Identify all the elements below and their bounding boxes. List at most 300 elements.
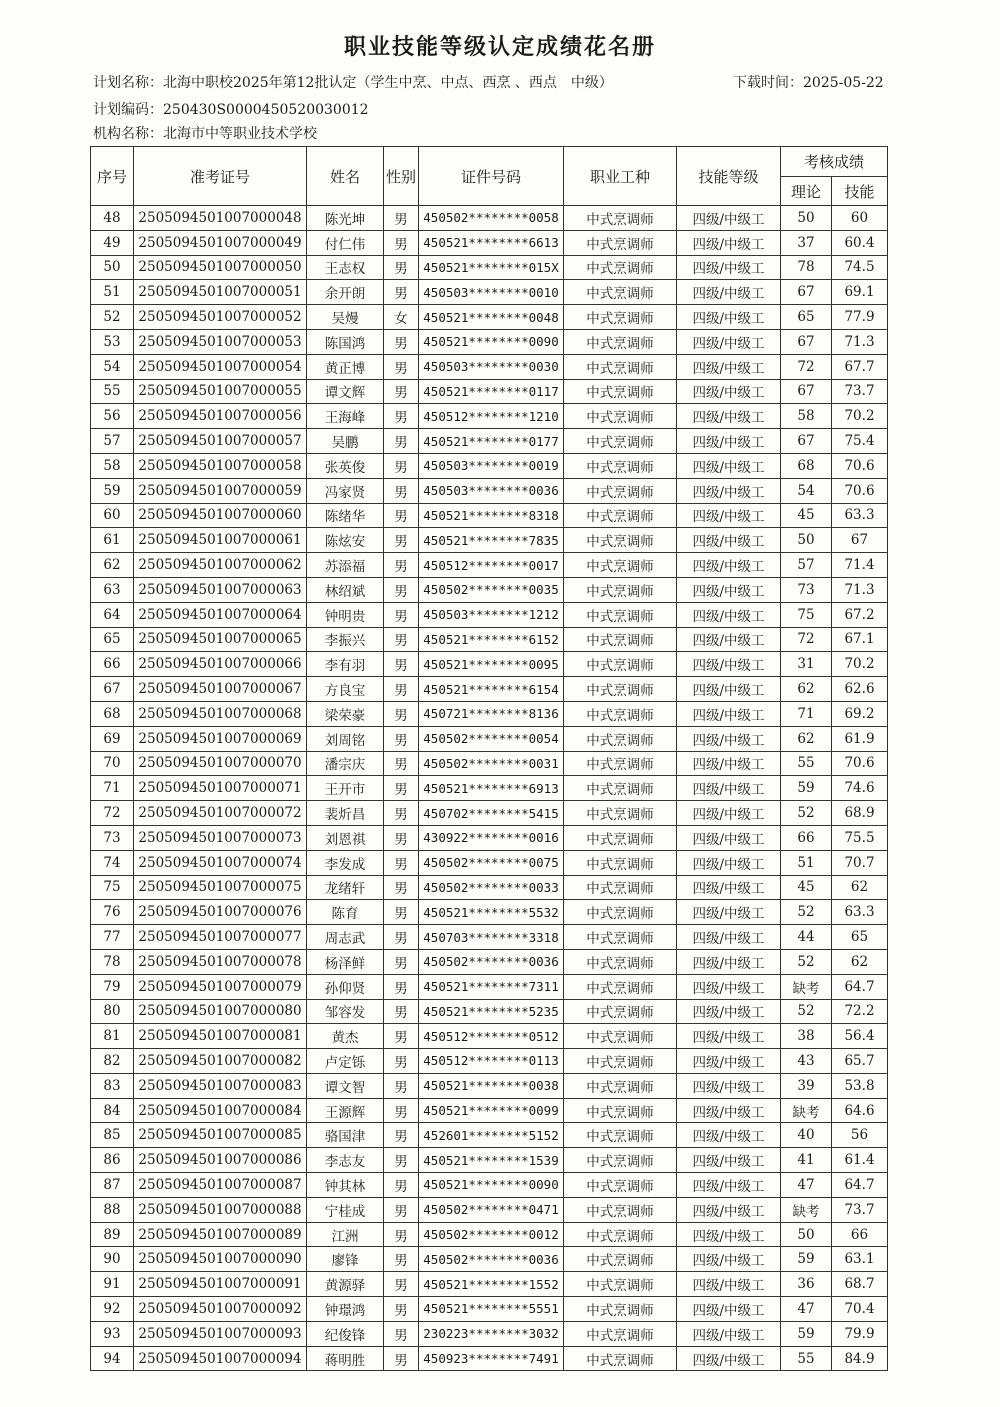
cell-theory-score: 52 <box>781 949 832 974</box>
cell-exam-no: 2505094501007000087 <box>134 1173 307 1198</box>
cell-level: 四级/中级工 <box>677 850 781 875</box>
cell-id-no: 450703********3318 <box>419 925 564 950</box>
cell-seq: 68 <box>91 701 134 726</box>
cell-level: 四级/中级工 <box>677 305 781 330</box>
cell-seq: 86 <box>91 1148 134 1173</box>
cell-theory-score: 72 <box>781 627 832 652</box>
cell-skill-score: 62 <box>832 949 888 974</box>
cell-theory-score: 62 <box>781 726 832 751</box>
cell-id-no: 450521********0117 <box>419 379 564 404</box>
cell-occupation: 中式烹调师 <box>564 776 677 801</box>
cell-name: 方良宝 <box>307 677 384 702</box>
cell-exam-no: 2505094501007000086 <box>134 1148 307 1173</box>
cell-skill-score: 64.7 <box>832 974 888 999</box>
cell-theory-score: 71 <box>781 701 832 726</box>
cell-theory-score: 52 <box>781 900 832 925</box>
cell-theory-score: 59 <box>781 1321 832 1346</box>
cell-occupation: 中式烹调师 <box>564 602 677 627</box>
cell-id-no: 450702********5415 <box>419 801 564 826</box>
cell-exam-no: 2505094501007000076 <box>134 900 307 925</box>
table-row <box>91 553 888 578</box>
cell-exam-no: 2505094501007000073 <box>134 825 307 850</box>
cell-occupation: 中式烹调师 <box>564 949 677 974</box>
cell-seq: 88 <box>91 1197 134 1222</box>
cell-theory-score: 73 <box>781 577 832 602</box>
cell-id-no: 450503********0036 <box>419 478 564 503</box>
cell-theory-score: 47 <box>781 1173 832 1198</box>
cell-level: 四级/中级工 <box>677 825 781 850</box>
cell-seq: 92 <box>91 1297 134 1322</box>
cell-skill-score: 70.6 <box>832 478 888 503</box>
cell-theory-score: 67 <box>781 329 832 354</box>
table-row <box>91 1222 888 1247</box>
cell-name: 黄正博 <box>307 354 384 379</box>
cell-skill-score: 66 <box>832 1222 888 1247</box>
cell-seq: 76 <box>91 900 134 925</box>
cell-exam-no: 2505094501007000057 <box>134 429 307 454</box>
org-name-line <box>93 123 317 143</box>
cell-level: 四级/中级工 <box>677 553 781 578</box>
cell-seq: 87 <box>91 1173 134 1198</box>
cell-skill-score: 70.7 <box>832 850 888 875</box>
cell-id-no: 450521********1539 <box>419 1148 564 1173</box>
cell-name: 纪俊锋 <box>307 1321 384 1346</box>
cell-theory-score: 50 <box>781 1222 832 1247</box>
cell-occupation: 中式烹调师 <box>564 1073 677 1098</box>
cell-gender: 男 <box>384 1123 419 1148</box>
cell-gender: 男 <box>384 1173 419 1198</box>
header-seq: 序号 <box>91 147 134 206</box>
download-time-label: 下载时间： <box>733 75 803 91</box>
plan-name-label: 计划名称： <box>93 75 163 91</box>
cell-skill-score: 60.4 <box>832 230 888 255</box>
cell-level: 四级/中级工 <box>677 1049 781 1074</box>
cell-exam-no: 2505094501007000059 <box>134 478 307 503</box>
cell-occupation: 中式烹调师 <box>564 1173 677 1198</box>
cell-seq: 93 <box>91 1321 134 1346</box>
cell-gender: 男 <box>384 553 419 578</box>
cell-name: 陈国鸿 <box>307 329 384 354</box>
cell-id-no: 450521********0177 <box>419 429 564 454</box>
table-row <box>91 1049 888 1074</box>
table-row <box>91 875 888 900</box>
cell-seq: 73 <box>91 825 134 850</box>
cell-level: 四级/中级工 <box>677 627 781 652</box>
cell-skill-score: 70.2 <box>832 404 888 429</box>
cell-occupation: 中式烹调师 <box>564 379 677 404</box>
cell-skill-score: 60 <box>832 206 888 231</box>
table-row <box>91 528 888 553</box>
cell-name: 钟明贵 <box>307 602 384 627</box>
cell-seq: 90 <box>91 1247 134 1272</box>
cell-skill-score: 67.7 <box>832 354 888 379</box>
table-row <box>91 825 888 850</box>
table-row <box>91 255 888 280</box>
cell-level: 四级/中级工 <box>677 677 781 702</box>
cell-skill-score: 63.3 <box>832 900 888 925</box>
cell-theory-score: 59 <box>781 1247 832 1272</box>
cell-level: 四级/中级工 <box>677 1098 781 1123</box>
cell-level: 四级/中级工 <box>677 1272 781 1297</box>
cell-seq: 50 <box>91 255 134 280</box>
cell-id-no: 450512********0113 <box>419 1049 564 1074</box>
cell-occupation: 中式烹调师 <box>564 206 677 231</box>
cell-name: 梁荣豪 <box>307 701 384 726</box>
cell-skill-score: 70.2 <box>832 652 888 677</box>
cell-seq: 77 <box>91 925 134 950</box>
cell-seq: 74 <box>91 850 134 875</box>
cell-exam-no: 2505094501007000056 <box>134 404 307 429</box>
cell-name: 黄源驿 <box>307 1272 384 1297</box>
cell-name: 陈育 <box>307 900 384 925</box>
cell-theory-score: 40 <box>781 1123 832 1148</box>
table-row <box>91 1272 888 1297</box>
table-row <box>91 354 888 379</box>
download-time-line <box>733 72 884 92</box>
cell-theory-score: 45 <box>781 875 832 900</box>
cell-skill-score: 79.9 <box>832 1321 888 1346</box>
cell-id-no: 450521********6154 <box>419 677 564 702</box>
cell-gender: 男 <box>384 1247 419 1272</box>
cell-theory-score: 57 <box>781 553 832 578</box>
cell-occupation: 中式烹调师 <box>564 875 677 900</box>
table-body <box>91 206 888 1371</box>
cell-theory-score: 65 <box>781 305 832 330</box>
table-row <box>91 478 888 503</box>
cell-theory-score: 缺考 <box>781 974 832 999</box>
cell-seq: 51 <box>91 280 134 305</box>
table-row <box>91 900 888 925</box>
cell-theory-score: 36 <box>781 1272 832 1297</box>
cell-exam-no: 2505094501007000078 <box>134 949 307 974</box>
cell-theory-score: 68 <box>781 453 832 478</box>
cell-gender: 男 <box>384 875 419 900</box>
cell-occupation: 中式烹调师 <box>564 329 677 354</box>
cell-seq: 65 <box>91 627 134 652</box>
table-row <box>91 1346 888 1371</box>
cell-occupation: 中式烹调师 <box>564 453 677 478</box>
cell-theory-score: 55 <box>781 751 832 776</box>
cell-level: 四级/中级工 <box>677 925 781 950</box>
cell-id-no: 450521********5551 <box>419 1297 564 1322</box>
cell-theory-score: 缺考 <box>781 1098 832 1123</box>
cell-skill-score: 64.7 <box>832 1173 888 1198</box>
cell-occupation: 中式烹调师 <box>564 974 677 999</box>
cell-seq: 72 <box>91 801 134 826</box>
table-row <box>91 925 888 950</box>
cell-id-no: 450512********0017 <box>419 553 564 578</box>
cell-exam-no: 2505094501007000048 <box>134 206 307 231</box>
table-row <box>91 206 888 231</box>
cell-skill-score: 62.6 <box>832 677 888 702</box>
cell-gender: 男 <box>384 1148 419 1173</box>
cell-theory-score: 55 <box>781 1346 832 1371</box>
cell-id-no: 450521********015X <box>419 255 564 280</box>
cell-exam-no: 2505094501007000065 <box>134 627 307 652</box>
cell-exam-no: 2505094501007000079 <box>134 974 307 999</box>
cell-name: 林绍斌 <box>307 577 384 602</box>
cell-seq: 55 <box>91 379 134 404</box>
cell-level: 四级/中级工 <box>677 280 781 305</box>
cell-name: 卢定铄 <box>307 1049 384 1074</box>
cell-gender: 男 <box>384 503 419 528</box>
cell-exam-no: 2505094501007000085 <box>134 1123 307 1148</box>
cell-id-no: 450521********0038 <box>419 1073 564 1098</box>
cell-id-no: 450503********0019 <box>419 453 564 478</box>
cell-gender: 男 <box>384 652 419 677</box>
cell-skill-score: 71.4 <box>832 553 888 578</box>
cell-name: 孙仰贤 <box>307 974 384 999</box>
cell-skill-score: 72.2 <box>832 999 888 1024</box>
cell-level: 四级/中级工 <box>677 602 781 627</box>
cell-theory-score: 44 <box>781 925 832 950</box>
cell-seq: 84 <box>91 1098 134 1123</box>
cell-level: 四级/中级工 <box>677 1197 781 1222</box>
cell-id-no: 450502********0075 <box>419 850 564 875</box>
table-row <box>91 1024 888 1049</box>
table-header <box>91 147 888 206</box>
cell-theory-score: 39 <box>781 1073 832 1098</box>
cell-gender: 男 <box>384 1073 419 1098</box>
table-row <box>91 379 888 404</box>
cell-exam-no: 2505094501007000053 <box>134 329 307 354</box>
table-row <box>91 627 888 652</box>
cell-theory-score: 59 <box>781 776 832 801</box>
cell-seq: 58 <box>91 453 134 478</box>
cell-exam-no: 2505094501007000082 <box>134 1049 307 1074</box>
cell-name: 龙绪轩 <box>307 875 384 900</box>
cell-name: 李有羽 <box>307 652 384 677</box>
cell-skill-score: 68.9 <box>832 801 888 826</box>
cell-id-no: 450502********0031 <box>419 751 564 776</box>
cell-occupation: 中式烹调师 <box>564 404 677 429</box>
cell-gender: 男 <box>384 925 419 950</box>
cell-gender: 男 <box>384 206 419 231</box>
cell-occupation: 中式烹调师 <box>564 751 677 776</box>
cell-level: 四级/中级工 <box>677 379 781 404</box>
cell-exam-no: 2505094501007000092 <box>134 1297 307 1322</box>
cell-gender: 男 <box>384 726 419 751</box>
cell-seq: 75 <box>91 875 134 900</box>
cell-seq: 94 <box>91 1346 134 1371</box>
table-row <box>91 404 888 429</box>
cell-id-no: 450502********0054 <box>419 726 564 751</box>
cell-gender: 男 <box>384 751 419 776</box>
plan-name-line <box>93 72 613 92</box>
document-title: 职业技能等级认定成绩花名册 <box>343 35 656 60</box>
cell-exam-no: 2505094501007000080 <box>134 999 307 1024</box>
header-score-group: 考核成绩 <box>781 147 888 177</box>
cell-name: 陈光坤 <box>307 206 384 231</box>
table-row <box>91 801 888 826</box>
cell-level: 四级/中级工 <box>677 1123 781 1148</box>
cell-id-no: 450503********1212 <box>419 602 564 627</box>
cell-exam-no: 2505094501007000067 <box>134 677 307 702</box>
cell-name: 冯家贤 <box>307 478 384 503</box>
header-skill: 技能 <box>832 177 888 206</box>
cell-id-no: 450521********0090 <box>419 1173 564 1198</box>
cell-name: 吴鹏 <box>307 429 384 454</box>
cell-theory-score: 51 <box>781 850 832 875</box>
cell-gender: 男 <box>384 1098 419 1123</box>
header-id-no: 证件号码 <box>419 147 564 206</box>
download-time-value: 2025-05-22 <box>803 75 884 91</box>
cell-seq: 62 <box>91 553 134 578</box>
cell-exam-no: 2505094501007000060 <box>134 503 307 528</box>
cell-gender: 男 <box>384 379 419 404</box>
cell-seq: 70 <box>91 751 134 776</box>
cell-occupation: 中式烹调师 <box>564 1346 677 1371</box>
cell-occupation: 中式烹调师 <box>564 1197 677 1222</box>
cell-id-no: 450502********0012 <box>419 1222 564 1247</box>
cell-id-no: 450502********0033 <box>419 875 564 900</box>
cell-level: 四级/中级工 <box>677 974 781 999</box>
cell-seq: 85 <box>91 1123 134 1148</box>
cell-gender: 男 <box>384 1197 419 1222</box>
cell-occupation: 中式烹调师 <box>564 478 677 503</box>
cell-gender: 男 <box>384 230 419 255</box>
cell-level: 四级/中级工 <box>677 1297 781 1322</box>
cell-gender: 男 <box>384 801 419 826</box>
cell-gender: 男 <box>384 404 419 429</box>
table-row <box>91 1197 888 1222</box>
table-row <box>91 577 888 602</box>
cell-exam-no: 2505094501007000090 <box>134 1247 307 1272</box>
cell-exam-no: 2505094501007000070 <box>134 751 307 776</box>
cell-occupation: 中式烹调师 <box>564 230 677 255</box>
cell-theory-score: 41 <box>781 1148 832 1173</box>
cell-occupation: 中式烹调师 <box>564 429 677 454</box>
cell-occupation: 中式烹调师 <box>564 255 677 280</box>
cell-skill-score: 63.1 <box>832 1247 888 1272</box>
cell-id-no: 450521********1552 <box>419 1272 564 1297</box>
cell-gender: 男 <box>384 1024 419 1049</box>
cell-seq: 82 <box>91 1049 134 1074</box>
table-row <box>91 751 888 776</box>
cell-occupation: 中式烹调师 <box>564 1024 677 1049</box>
table-row <box>91 453 888 478</box>
cell-exam-no: 2505094501007000071 <box>134 776 307 801</box>
cell-id-no: 450521********0048 <box>419 305 564 330</box>
cell-id-no: 450521********5532 <box>419 900 564 925</box>
cell-exam-no: 2505094501007000051 <box>134 280 307 305</box>
cell-theory-score: 58 <box>781 404 832 429</box>
cell-gender: 男 <box>384 701 419 726</box>
cell-occupation: 中式烹调师 <box>564 503 677 528</box>
header-occupation: 职业工种 <box>564 147 677 206</box>
cell-exam-no: 2505094501007000068 <box>134 701 307 726</box>
cell-seq: 71 <box>91 776 134 801</box>
cell-occupation: 中式烹调师 <box>564 801 677 826</box>
cell-skill-score: 61.4 <box>832 1148 888 1173</box>
cell-skill-score: 71.3 <box>832 329 888 354</box>
table-row <box>91 677 888 702</box>
cell-gender: 男 <box>384 974 419 999</box>
cell-id-no: 450512********1210 <box>419 404 564 429</box>
cell-gender: 男 <box>384 627 419 652</box>
header-name: 姓名 <box>307 147 384 206</box>
cell-seq: 66 <box>91 652 134 677</box>
cell-skill-score: 75.4 <box>832 429 888 454</box>
cell-exam-no: 2505094501007000055 <box>134 379 307 404</box>
cell-theory-score: 47 <box>781 1297 832 1322</box>
table-row <box>91 602 888 627</box>
cell-name: 钟璟鸿 <box>307 1297 384 1322</box>
table-row <box>91 329 888 354</box>
cell-seq: 81 <box>91 1024 134 1049</box>
cell-occupation: 中式烹调师 <box>564 999 677 1024</box>
cell-exam-no: 2505094501007000091 <box>134 1272 307 1297</box>
cell-level: 四级/中级工 <box>677 1148 781 1173</box>
cell-id-no: 450502********0036 <box>419 949 564 974</box>
cell-id-no: 450521********0099 <box>419 1098 564 1123</box>
cell-level: 四级/中级工 <box>677 900 781 925</box>
cell-name: 刘恩祺 <box>307 825 384 850</box>
cell-name: 王开市 <box>307 776 384 801</box>
cell-seq: 52 <box>91 305 134 330</box>
cell-occupation: 中式烹调师 <box>564 1123 677 1148</box>
cell-level: 四级/中级工 <box>677 949 781 974</box>
cell-id-no: 450521********0090 <box>419 329 564 354</box>
cell-id-no: 450503********0030 <box>419 354 564 379</box>
cell-occupation: 中式烹调师 <box>564 850 677 875</box>
table-row <box>91 1123 888 1148</box>
cell-id-no: 430922********0016 <box>419 825 564 850</box>
cell-id-no: 450502********0036 <box>419 1247 564 1272</box>
cell-name: 张英俊 <box>307 453 384 478</box>
plan-name-value: 北海中职校2025年第12批认定（学生中烹、中点、西烹 、西点 中级） <box>163 75 613 91</box>
cell-level: 四级/中级工 <box>677 230 781 255</box>
cell-name: 黄杰 <box>307 1024 384 1049</box>
cell-theory-score: 67 <box>781 379 832 404</box>
cell-skill-score: 53.8 <box>832 1073 888 1098</box>
table-row <box>91 974 888 999</box>
table-row <box>91 503 888 528</box>
cell-id-no: 450502********0471 <box>419 1197 564 1222</box>
cell-exam-no: 2505094501007000050 <box>134 255 307 280</box>
cell-occupation: 中式烹调师 <box>564 726 677 751</box>
cell-skill-score: 77.9 <box>832 305 888 330</box>
cell-name: 谭文辉 <box>307 379 384 404</box>
cell-occupation: 中式烹调师 <box>564 1272 677 1297</box>
cell-id-no: 450521********7311 <box>419 974 564 999</box>
cell-theory-score: 67 <box>781 429 832 454</box>
cell-name: 苏添福 <box>307 553 384 578</box>
cell-name: 廖锋 <box>307 1247 384 1272</box>
table-row <box>91 1148 888 1173</box>
cell-level: 四级/中级工 <box>677 1222 781 1247</box>
cell-theory-score: 37 <box>781 230 832 255</box>
cell-occupation: 中式烹调师 <box>564 1049 677 1074</box>
cell-skill-score: 75.5 <box>832 825 888 850</box>
cell-occupation: 中式烹调师 <box>564 627 677 652</box>
cell-seq: 69 <box>91 726 134 751</box>
cell-level: 四级/中级工 <box>677 329 781 354</box>
cell-occupation: 中式烹调师 <box>564 1247 677 1272</box>
cell-occupation: 中式烹调师 <box>564 677 677 702</box>
score-roster-table <box>90 146 888 1371</box>
cell-occupation: 中式烹调师 <box>564 280 677 305</box>
cell-exam-no: 2505094501007000052 <box>134 305 307 330</box>
cell-theory-score: 66 <box>781 825 832 850</box>
cell-theory-score: 31 <box>781 652 832 677</box>
cell-level: 四级/中级工 <box>677 999 781 1024</box>
cell-skill-score: 70.4 <box>832 1297 888 1322</box>
cell-id-no: 450521********5235 <box>419 999 564 1024</box>
org-name-value: 北海市中等职业技术学校 <box>163 126 317 142</box>
cell-theory-score: 52 <box>781 999 832 1024</box>
cell-skill-score: 67.2 <box>832 602 888 627</box>
